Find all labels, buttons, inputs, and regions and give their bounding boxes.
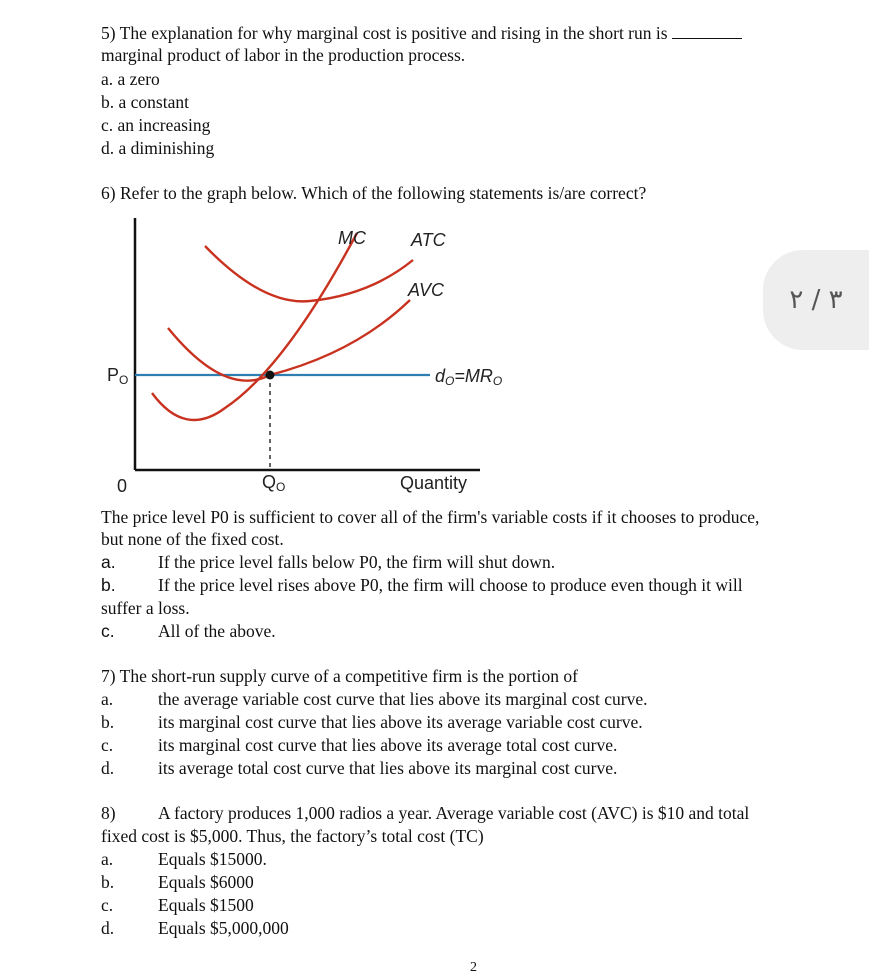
avc-label: AVC [408, 280, 445, 300]
q5-option-b[interactable]: b. a constant [101, 92, 189, 112]
avc-curve [168, 300, 410, 381]
q6-option-c[interactable]: c. All of the above. [101, 621, 276, 641]
q7-option-c[interactable]: c. its marginal cost curve that lies above its average total cost curve. [101, 735, 618, 755]
q7-option-b[interactable]: b. its marginal cost curve that lies above its average variable cost curve. [101, 712, 643, 732]
q5-option-d[interactable]: d. a diminishing [101, 138, 215, 158]
q8-option-c[interactable]: c. Equals $1500 [101, 895, 254, 915]
q5-option-c[interactable]: c. an increasing [101, 115, 211, 135]
q6-stem: 6) Refer to the graph below. Which of the following statements is/are correct? [101, 183, 647, 203]
q6-option-b-cont: suffer a loss. [101, 598, 190, 618]
q8-stem-line2: fixed cost is $5,000. Thus, the factory’s total cost (TC) [101, 826, 484, 846]
q7-option-d[interactable]: d. its average total cost curve that lies above its marginal cost curve. [101, 758, 618, 778]
q5-stem-line1: 5) The explanation for why marginal cost is positive and rising in the short run is [101, 22, 742, 44]
atc-label: ATC [411, 230, 446, 250]
cost-curves-graph [95, 218, 555, 500]
q6-option-b[interactable]: b. If the price level rises above P0, the firm will choose to produce even though it will [101, 575, 743, 595]
mc-label: MC [338, 228, 366, 248]
q6-statement-line1: The price level P0 is sufficient to cover all of the firm's variable costs if it chooses to produce, [101, 507, 760, 527]
q7-option-a[interactable]: a. the average variable cost curve that lies above its marginal cost curve. [101, 689, 648, 709]
answer-blank [672, 24, 742, 39]
d0-mr0-label: dO=MRO [435, 366, 503, 388]
p0-label: PO [107, 365, 129, 387]
q6-statement-line2: but none of the fixed cost. [101, 529, 284, 549]
q5-stem-line2: marginal product of labor in the production process. [101, 45, 466, 65]
q8-option-d[interactable]: d. Equals $5,000,000 [101, 918, 289, 938]
mc-curve [152, 233, 357, 420]
q0-label: QO [262, 472, 286, 494]
q6-option-a[interactable]: a. If the price level falls below P0, the firm will shut down. [101, 552, 556, 572]
equilibrium-point [266, 371, 275, 380]
atc-curve [205, 246, 413, 301]
page-indicator-badge: ٣ / ٢ [763, 250, 869, 350]
q8-option-b[interactable]: b. Equals $6000 [101, 872, 254, 892]
q8-option-a[interactable]: a. Equals $15000. [101, 849, 267, 869]
q7-stem: 7) The short-run supply curve of a competitive firm is the portion of [101, 666, 578, 686]
page-number: 2 [470, 960, 477, 975]
origin-label: 0 [117, 476, 128, 496]
quantity-axis-label: Quantity [400, 473, 468, 493]
q8-stem-line1: 8) A factory produces 1,000 radios a year. Average variable cost (AVC) is $10 and total [101, 803, 750, 823]
q5-option-a[interactable]: a. a zero [101, 69, 160, 89]
